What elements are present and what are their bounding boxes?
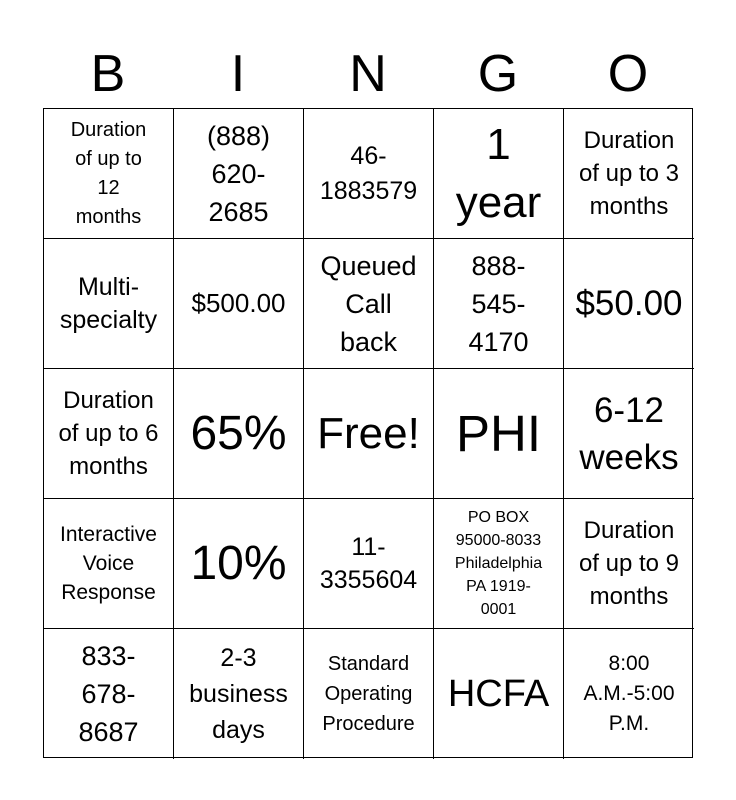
bingo-cell-r2-c3[interactable]	[304, 239, 434, 369]
cell-text: Duration of up to 6 months	[58, 387, 159, 480]
bingo-cell-r5-c1[interactable]	[44, 629, 174, 759]
cell-text: $500.00	[191, 288, 286, 318]
header-letter-o: O	[607, 45, 649, 103]
cell-text: 833- 678- 8687	[78, 641, 139, 747]
bingo-cell-r4-c5[interactable]	[564, 499, 694, 629]
bingo-cell-r2-c1[interactable]	[44, 239, 174, 369]
cell-text: PHI	[455, 404, 542, 462]
bingo-cell-r4-c4[interactable]	[434, 499, 564, 629]
cell-text: 11- 3355604	[319, 532, 418, 594]
bingo-cell-r2-c2[interactable]	[174, 239, 304, 369]
cell-text: $50.00	[575, 284, 683, 323]
bingo-cell-r4-c2[interactable]	[174, 499, 304, 629]
cell-text: 46- 1883579	[319, 141, 418, 205]
bingo-cell-r4-c1[interactable]	[44, 499, 174, 629]
bingo-card-grid	[43, 108, 693, 758]
bingo-cell-r2-c5[interactable]	[564, 239, 694, 369]
cell-text: 10%	[190, 536, 287, 590]
header-letter-b: B	[90, 45, 126, 103]
header-letter-n: N	[349, 45, 387, 103]
bingo-cell-r3-c4[interactable]	[434, 369, 564, 499]
cell-text: PO BOX 95000-8033 Philadelphia PA 1919- 0001	[454, 509, 543, 618]
cell-text: 2-3 business days	[189, 644, 288, 744]
cell-text: 1 year	[455, 119, 542, 227]
bingo-cell-r3-c5[interactable]	[564, 369, 694, 499]
bingo-cell-r5-c5[interactable]	[564, 629, 694, 759]
cell-text: (888) 620- 2685	[206, 120, 271, 227]
cell-text: Interactive Voice Response	[60, 523, 157, 604]
cell-text: Duration of up to 12 months	[70, 118, 147, 228]
cell-text: HCFA	[447, 672, 550, 715]
bingo-cell-r1-c3[interactable]	[304, 109, 434, 239]
bingo-cell-r5-c4[interactable]	[434, 629, 564, 759]
bingo-cell-r3-c1[interactable]	[44, 369, 174, 499]
bingo-cell-r3-c2[interactable]	[174, 369, 304, 499]
bingo-cell-r2-c4[interactable]	[434, 239, 564, 369]
bingo-cell-r3-c3[interactable]	[304, 369, 434, 499]
bingo-cell-r5-c2[interactable]	[174, 629, 304, 759]
bingo-cell-r5-c3[interactable]	[304, 629, 434, 759]
header-letter-g: G	[477, 45, 519, 103]
cell-text: 6-12 weeks	[579, 390, 679, 477]
cell-text: Duration of up to 3 months	[578, 127, 680, 220]
bingo-header	[43, 38, 693, 110]
header-letter-i: I	[230, 45, 246, 103]
cell-text: 888- 545- 4170	[468, 250, 529, 357]
cell-text: Queued Call back	[320, 250, 417, 357]
cell-text: Free!	[317, 408, 420, 458]
bingo-cell-r1-c2[interactable]	[174, 109, 304, 239]
bingo-cell-r4-c3[interactable]	[304, 499, 434, 629]
bingo-cell-r1-c4[interactable]	[434, 109, 564, 239]
cell-text: Multi- specialty	[59, 272, 158, 334]
bingo-cell-r1-c5[interactable]	[564, 109, 694, 239]
cell-text: 8:00 A.M.-5:00 P.M.	[583, 652, 675, 735]
cell-text: Duration of up to 9 months	[578, 517, 680, 610]
cell-text: 65%	[190, 406, 287, 460]
cell-text: Standard Operating Procedure	[322, 653, 415, 735]
bingo-cell-r1-c1[interactable]	[44, 109, 174, 239]
